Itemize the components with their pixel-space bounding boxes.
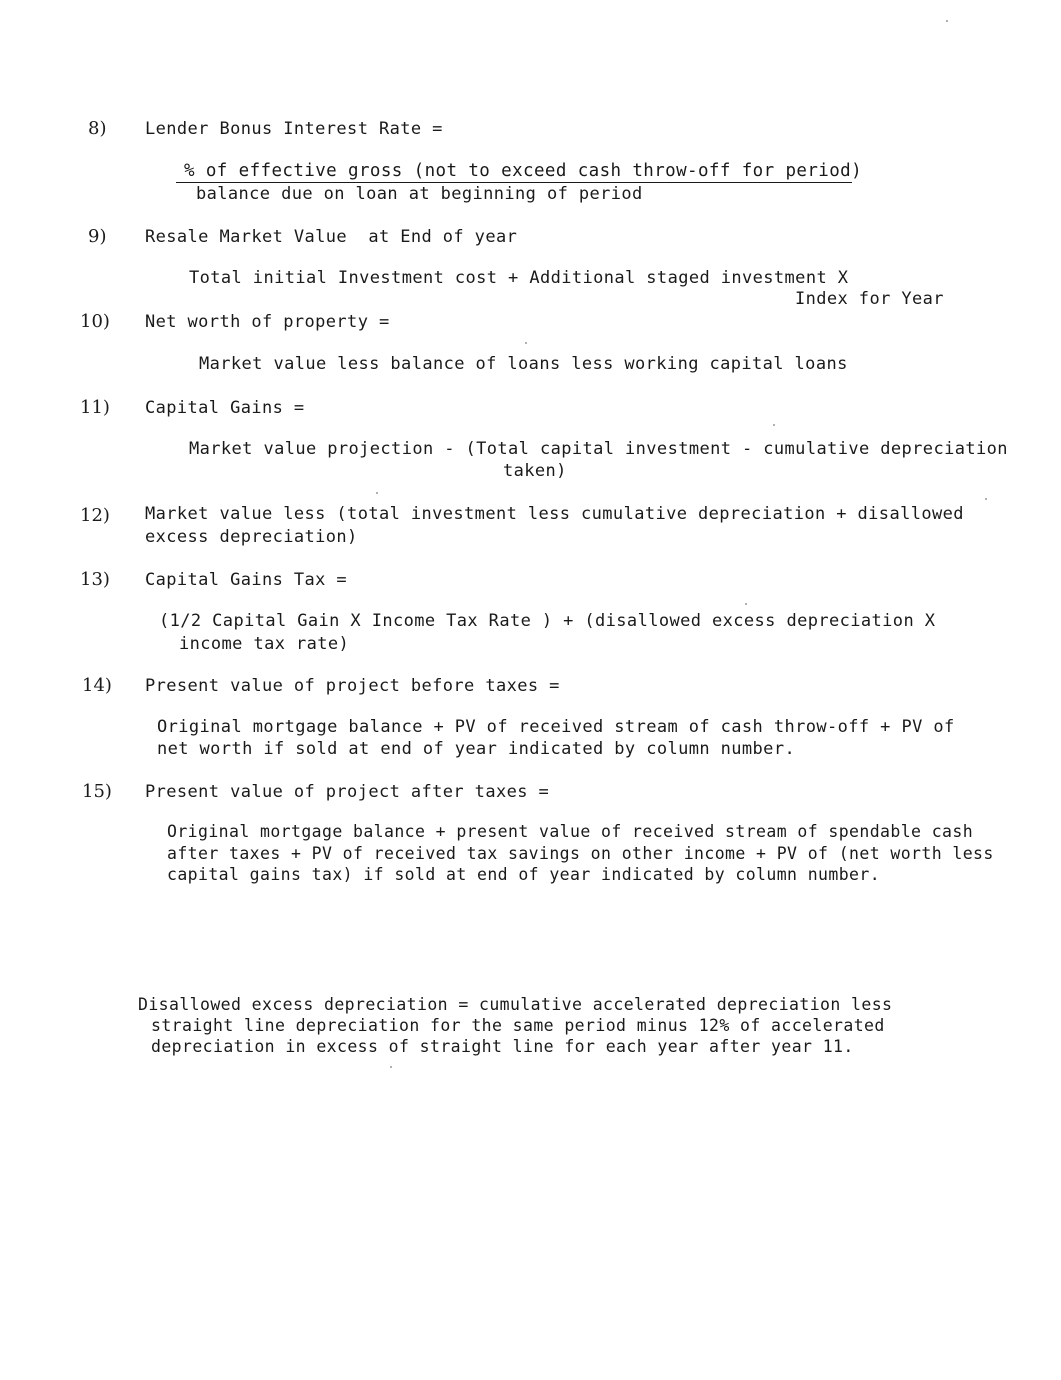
item-number: 14) bbox=[82, 675, 112, 696]
item-heading: Lender Bonus Interest Rate = bbox=[145, 119, 443, 139]
scan-speck bbox=[985, 498, 987, 500]
formula-denominator: balance due on loan at beginning of period bbox=[196, 184, 643, 204]
item-number: 15) bbox=[82, 781, 112, 802]
item-heading: Present value of project before taxes = bbox=[145, 676, 560, 696]
item-heading: Resale Market Value at End of year bbox=[145, 227, 518, 247]
formula-line: excess depreciation) bbox=[145, 527, 358, 547]
formula-line: Market value projection - (Total capital investment - cumulative depreciation bbox=[189, 439, 1008, 459]
scan-speck bbox=[376, 492, 378, 494]
item-number: 12) bbox=[80, 505, 110, 526]
item-heading: Capital Gains Tax = bbox=[145, 570, 348, 590]
formula-line: after taxes + PV of received tax savings on other income + PV of (net worth less bbox=[167, 844, 994, 863]
item-number: 10) bbox=[80, 311, 110, 332]
footnote-line: depreciation in excess of straight line for each year after year 11. bbox=[151, 1037, 854, 1056]
formula-line: capital gains tax) if sold at end of year indicated by column number. bbox=[167, 865, 881, 884]
formula-line: Index for Year bbox=[795, 289, 944, 309]
formula-line: Market value less (total investment less cumulative depreciation + disallowed bbox=[145, 504, 964, 524]
formula-line: Original mortgage balance + present value of received stream of spendable cash bbox=[167, 822, 974, 841]
item-heading: Capital Gains = bbox=[145, 398, 305, 418]
item-number: 9) bbox=[88, 226, 107, 247]
scan-speck bbox=[946, 20, 948, 22]
formula-numerator: % of effective gross (not to exceed cash throw-off for period) bbox=[184, 161, 863, 181]
footnote-line: straight line depreciation for the same period minus 12% of accelerated bbox=[151, 1016, 885, 1035]
formula-line: Market value less balance of loans less working capital loans bbox=[199, 354, 848, 374]
scan-speck bbox=[525, 342, 527, 344]
formula-line: income tax rate) bbox=[179, 634, 350, 654]
formula-line: taken) bbox=[503, 461, 567, 481]
footnote-line: Disallowed excess depreciation = cumulative accelerated depreciation less bbox=[138, 995, 893, 1014]
scan-speck bbox=[745, 603, 747, 605]
scan-speck bbox=[773, 424, 775, 426]
scan-speck bbox=[390, 1066, 392, 1068]
item-number: 13) bbox=[80, 569, 110, 590]
item-number: 8) bbox=[88, 118, 107, 139]
item-heading: Net worth of property = bbox=[145, 312, 390, 332]
item-heading: Present value of project after taxes = bbox=[145, 782, 550, 802]
formula-line: (1/2 Capital Gain X Income Tax Rate ) + (disallowed excess depreciation X bbox=[159, 611, 936, 631]
item-number: 11) bbox=[80, 397, 110, 418]
formula-line: net worth if sold at end of year indicated by column number. bbox=[157, 739, 796, 759]
formula-line: Total initial Investment cost + Additional staged investment X bbox=[189, 268, 849, 288]
formula-line: Original mortgage balance + PV of received stream of cash throw-off + PV of bbox=[157, 717, 955, 737]
